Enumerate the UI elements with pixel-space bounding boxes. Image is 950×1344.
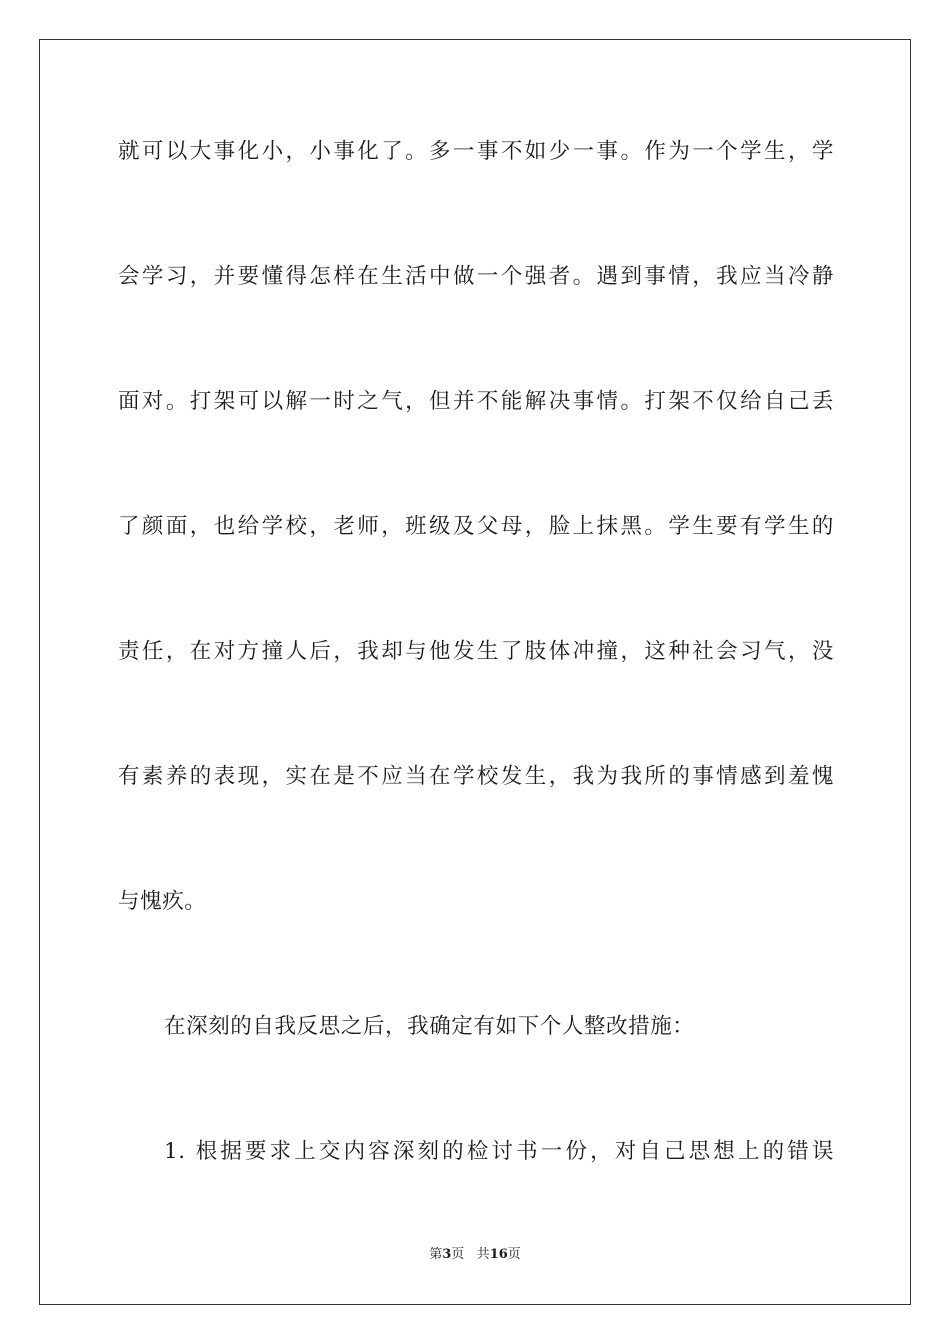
body-line-4: 了颜面，也给学校，老师，班级及父母，脸上抹黑。学生要有学生的 xyxy=(118,514,834,539)
paragraph-intro: 在深刻的自我反思之后，我确定有如下个人整改措施： xyxy=(164,1014,695,1039)
footer-gap xyxy=(464,1247,476,1262)
page-border xyxy=(39,39,911,1305)
body-line-2: 会学习，并要懂得怎样在生活中做一个强者。遇到事情，我应当冷静 xyxy=(118,264,834,289)
footer-page-number: 3 xyxy=(442,1247,452,1262)
body-line-1: 就可以大事化小，小事化了。多一事不如少一事。作为一个学生，学 xyxy=(118,139,834,164)
footer-total-suffix: 页 xyxy=(507,1247,521,1262)
footer-total-prefix: 共 xyxy=(476,1247,490,1262)
footer-page-suffix: 页 xyxy=(451,1247,465,1262)
body-line-6: 有素养的表现，实在是不应当在学校发生，我为我所的事情感到羞愧 xyxy=(118,764,834,789)
body-line-3: 面对。打架可以解一时之气，但并不能解决事情。打架不仅给自己丢 xyxy=(118,389,834,414)
footer-total-pages: 16 xyxy=(489,1247,508,1262)
footer-prefix: 第 xyxy=(429,1247,443,1262)
body-line-7: 与愧疚。 xyxy=(118,889,207,914)
list-item-1: 1. 根据要求上交内容深刻的检讨书一份，对自己思想上的错误 xyxy=(164,1139,834,1164)
body-line-5: 责任，在对方撞人后，我却与他发生了肢体冲撞，这种社会习气，没 xyxy=(118,639,834,664)
page-footer xyxy=(0,1245,950,1265)
